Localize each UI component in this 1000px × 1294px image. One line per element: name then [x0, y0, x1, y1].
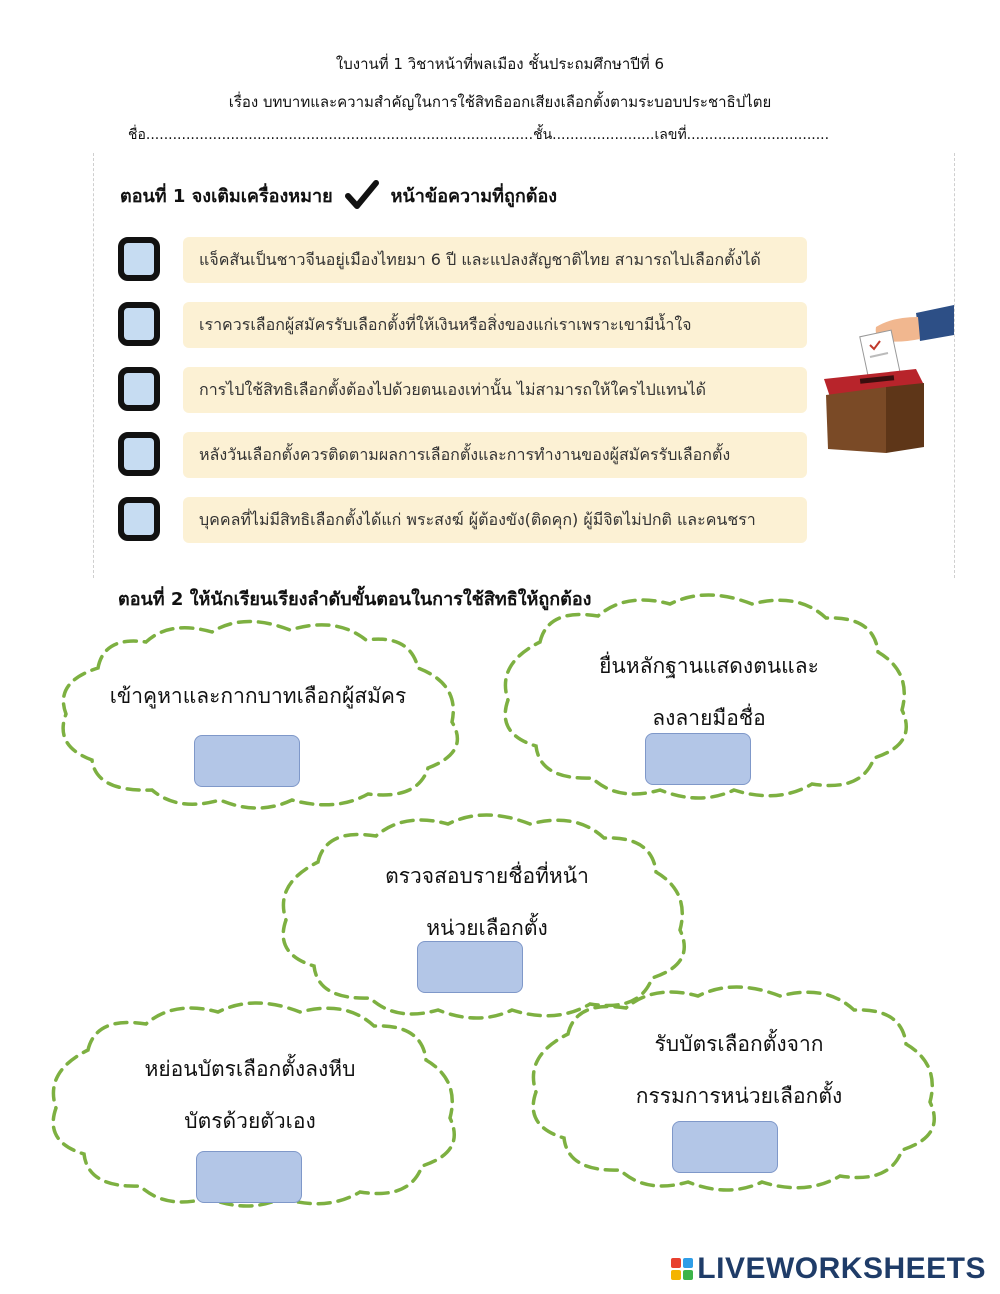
- liveworksheets-logo-icon: [671, 1258, 693, 1280]
- cloud-4-line2: บัตรด้วยตัวเอง: [184, 1109, 316, 1133]
- part1-title-after: หน้าข้อความที่ถูกต้อง: [390, 185, 558, 207]
- worksheet-title: ใบงานที่ 1 วิชาหน้าที่พลเมือง ชั้นประถมศึกษาปีที่ 6: [335, 55, 665, 73]
- statement-3: การไปใช้สิทธิเลือกตั้งต้องไปด้วยตนเองเท่านั้น ไม่สามารถให้ใครไปแทนได้: [183, 367, 807, 413]
- cloud-5-line2: กรรมการหน่วยเลือกตั้ง: [635, 1084, 843, 1108]
- cloud-4-text: [90, 1043, 410, 1147]
- order-answer-box-2[interactable]: [645, 733, 751, 785]
- cloud-2-text: [552, 640, 866, 744]
- cloud-4-line1: หย่อนบัตรเลือกตั้งลงหีบ: [144, 1057, 356, 1081]
- cloud-3-line1: ตรวจสอบรายชื่อที่หน้า: [385, 864, 589, 888]
- order-answer-box-5[interactable]: [672, 1121, 778, 1173]
- statement-5: บุคคลที่ไม่มีสิทธิเลือกตั้งได้แก่ พระสงฆ์ ผู้ต้องขัง(ติดคุก) ผู้มีจิตไม่ปกติ และคนชรา: [183, 497, 807, 543]
- statement-2: เราควรเลือกผู้สมัครรับเลือกตั้งที่ให้เงินหรือสิ่งของแก่เราเพราะเขามีน้ำใจ: [183, 302, 807, 348]
- cloud-5-line1: รับบัตรเลือกตั้งจาก: [654, 1032, 824, 1056]
- cloud-2-line1: ยื่นหลักฐานแสดงตนและ: [599, 654, 819, 678]
- cloud-1-text: [98, 670, 418, 722]
- order-answer-box-4[interactable]: [196, 1151, 302, 1203]
- cloud-2-line2: ลงลายมือชื่อ: [652, 706, 766, 730]
- cloud-3-text: [320, 850, 654, 954]
- cloud-3-line2: หน่วยเลือกตั้ง: [426, 916, 548, 940]
- liveworksheets-logo: [671, 1252, 986, 1286]
- order-answer-box-1[interactable]: [194, 735, 300, 787]
- statement-4: หลังวันเลือกตั้งควรติดตามผลการเลือกตั้งและการทำงานของผู้สมัครรับเลือกตั้ง: [183, 432, 807, 478]
- worksheet-subject: เรื่อง บทบาทและความสำคัญในการใช้สิทธิออกเสียงเลือกตั้งตามระบอบประชาธิปไตย: [228, 93, 772, 111]
- cloud-1-line1: เข้าคูหาและกากบาทเลือกผู้สมัคร: [109, 684, 407, 708]
- order-answer-box-3[interactable]: [417, 941, 523, 993]
- brand-name: LIVEWORKSHEETS: [697, 1252, 986, 1285]
- cloud-5-text: [582, 1018, 896, 1122]
- student-info-line: ชื่อ.......................................................................................ชั้น.......................เลขที่................................: [128, 127, 830, 143]
- part2-title: ตอนที่ 2 ให้นักเรียนเรียงลำดับขั้นตอนในการใช้สิทธิให้ถูกต้อง: [118, 589, 592, 610]
- part1-title-before: ตอนที่ 1 จงเติมเครื่องหมาย: [120, 185, 333, 207]
- statement-1: แจ็คสันเป็นชาวจีนอยู่เมืองไทยมา 6 ปี และแปลงสัญชาติไทย สามารถไปเลือกตั้งได้: [183, 237, 807, 283]
